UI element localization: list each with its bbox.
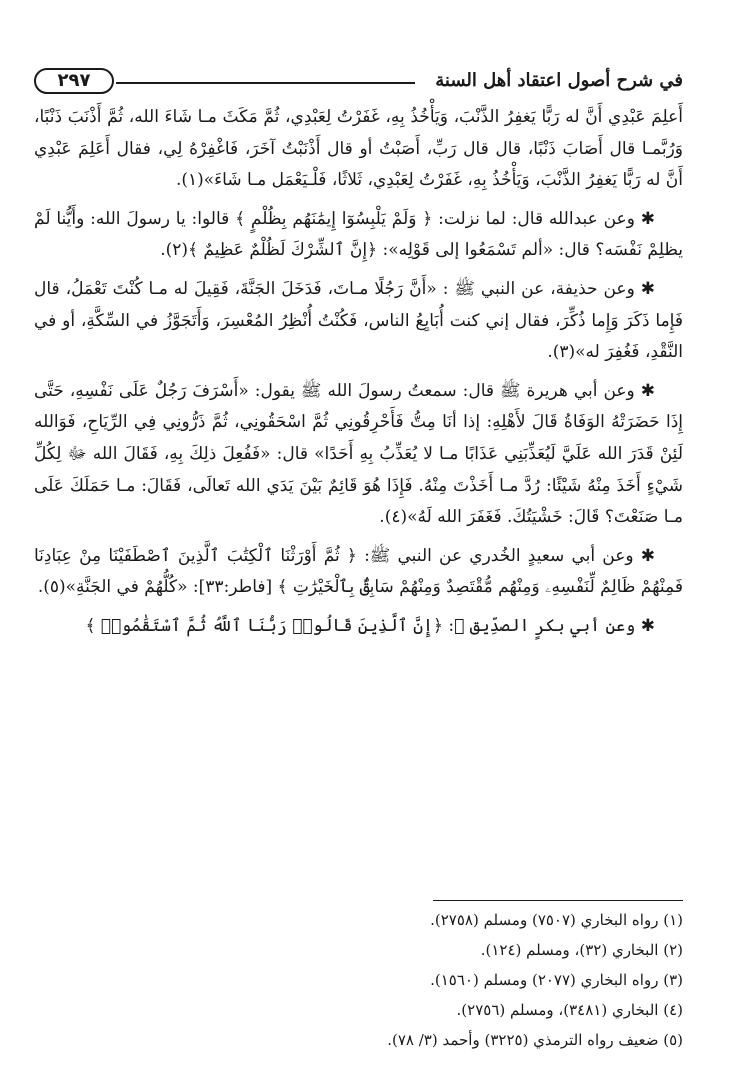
footnote: (٢) البخاري (٣٢)، ومسلم (١٢٤). — [480, 941, 683, 959]
star-icon: ✱ — [640, 615, 655, 636]
paragraph — [34, 611, 683, 643]
paragraph: أَعلِمَ عَبْدِي أَنَّ له رَبًّا يَغفِرُ الذَّنْبَ، وَيَأْخُذُ بِهِ، غَفَرْتُ لِعَبْدِي، ثُمَّ مَكَثَ مـا شَاءَ الله، ثُمَّ أَذْنَبَ ذَنْبًا، وَرُبَّمـا قال أَصَابَ ذَنْبًا، قال قال رَبِّ، أَصَبْتُ أو قال أَذْنَبْتُ آخَرَ، فَاغْفِرْهُ لِي، فقال أَعَلِمَ عَبْدِي أَنَّ له رَبًّا يَغفِرُ الذَّنْبَ، وَيَأْخُذُ بِهِ، غَفَرْتُ لِعَبْدِي، ثَلاثًا، فَلْـيَعْمَل مـا شَاءَ»(١). — [34, 107, 683, 191]
paragraph-text: وعن أبي بكرٍ الصدِّيق ﷺ: ﴿إِنَّ ٱلَّذِينَ قَالُوا۟ رَبُّنَا ٱللَّهُ ثُمَّ ٱسْتَقَٰمُوا۟ ﴾ — [85, 615, 636, 636]
page-header — [34, 66, 683, 100]
page-number: ٢٩٧ — [34, 68, 114, 94]
star-icon: ✱ — [640, 380, 656, 401]
footnote: (١) رواه البخاري (٧٥٠٧) ومسلم (٢٧٥٨). — [430, 911, 683, 929]
paragraph-text: وعن حذيفة، عن النبي ﷺ : «أَنَّ رَجُلًا مـاتَ، فَدَخَلَ الجَنَّةَ، فَقِيلَ له مـا كُنْتَ تَعْمَلُ، قال فَإِما ذَكَرَ وَإِما ذُكِّرَ، فقال إني كنت أُبَايِعُ الناس، فَكُنْتُ أُنْظِرُ المُعْسِرَ، وَأَتَجَوَّزُ في السِّكَّةِ، أو في النَّقْدِ، فَغُفِرَ له»(٣). — [34, 278, 683, 363]
footnote: (٣) رواه البخاري (٢٠٧٧) ومسلم (١٥٦٠). — [430, 971, 683, 989]
header-rule — [116, 82, 415, 84]
footnote-rule — [433, 900, 683, 901]
paragraph-text: وعن عبدالله قال: لما نزلت: ﴿ وَلَمْ يَلْبِسُوٓا إِيمَٰنَهُم بِظُلْمٍ ﴾ قالوا: يا رسولَ الله: وأَيُّنا لَمْ يظلِمْ نَفْسَه؟ قال: «ألم تَسْمَعُوا إلى قَوْلِه»: ﴿إِنَّ ٱلشِّرْكَ لَظُلْمٌ عَظِيمٌ ﴾(٢). — [34, 208, 683, 261]
running-title: في شرح أصول اعتقاد أهل السنة — [435, 70, 683, 91]
star-icon: ✱ — [640, 208, 655, 229]
paragraph — [34, 541, 683, 604]
footnote: (٥) ضعيف رواه الترمذي (٣٢٢٥) وأحمد (٣/ ٧٨). — [387, 1031, 683, 1049]
paragraph — [34, 204, 683, 267]
footnote: (٤) البخاري (٣٤٨١)، ومسلم (٢٧٥٦). — [456, 1001, 683, 1019]
paragraph-text: وعن أبي سعيدٍ الخُدري عن النبي ﷺ: ﴿ ثُمَّ أَوْرَثْنَا ٱلْكِتَٰبَ ٱلَّذِينَ ٱصْطَفَيْنَا مِنْ عِبَادِنَا فَمِنْهُمْ ظَالِمٌ لِّنَفْسِهِۦ وَمِنْهُم مُّقْتَصِدٌ وَمِنْهُمْ سَابِقٌۢ بِٱلْخَيْرَٰتِ ﴾ [فاطر:٣٣]: «كُلُّهُمْ في الجَنَّةِ»(٥). — [34, 545, 683, 598]
paragraph — [34, 376, 683, 534]
star-icon: ✱ — [640, 545, 655, 566]
body-text — [34, 102, 683, 650]
footnotes — [34, 900, 683, 1055]
paragraph — [34, 274, 683, 369]
star-icon: ✱ — [640, 278, 655, 299]
paragraph-text: وعن أبي هريرة ﷺ قال: سمعتُ رسولَ الله ﷺ يقول: «أَسْرَفَ رَجُلٌ عَلَى نَفْسِهِ، حَتَّى إِذَا حَضَرَتْهُ الوَفَاةُ قَالَ لأَهْلِهِ: إذا أنَا مِتُّ فَأَحْرِقُونِي ثُمَّ اسْحَقُونِي، ثُمَّ ذَرُّونِي فِي الرِّيَاحِ، فَوَالله لَئِنْ قَدَرَ الله عَلَيَّ لَيُعَذِّبَنِي عَذَابًا مـا لا يُعَذِّبُ بِهِ أَحَدًا» قال: «فَفُعِلَ ذلِكَ بِهِ، فَقَالَ الله ﷻ لِكُلِّ شَيْءٍ أَخَذَ مِنْهُ شَيْئًا: رُدَّ مـا أَخَذْتَ مِنْهُ. فَإِذَا هُوَ قَائِمٌ بَيْنَ يَدَي الله تَعالَى، فَقَالَ: مـا حَمَلَكَ عَلَى مـا صَنَعْتَ؟ قَالَ: خَشْيَتُكَ. فَغَفَرَ الله لَهُ»(٤). — [34, 380, 683, 528]
